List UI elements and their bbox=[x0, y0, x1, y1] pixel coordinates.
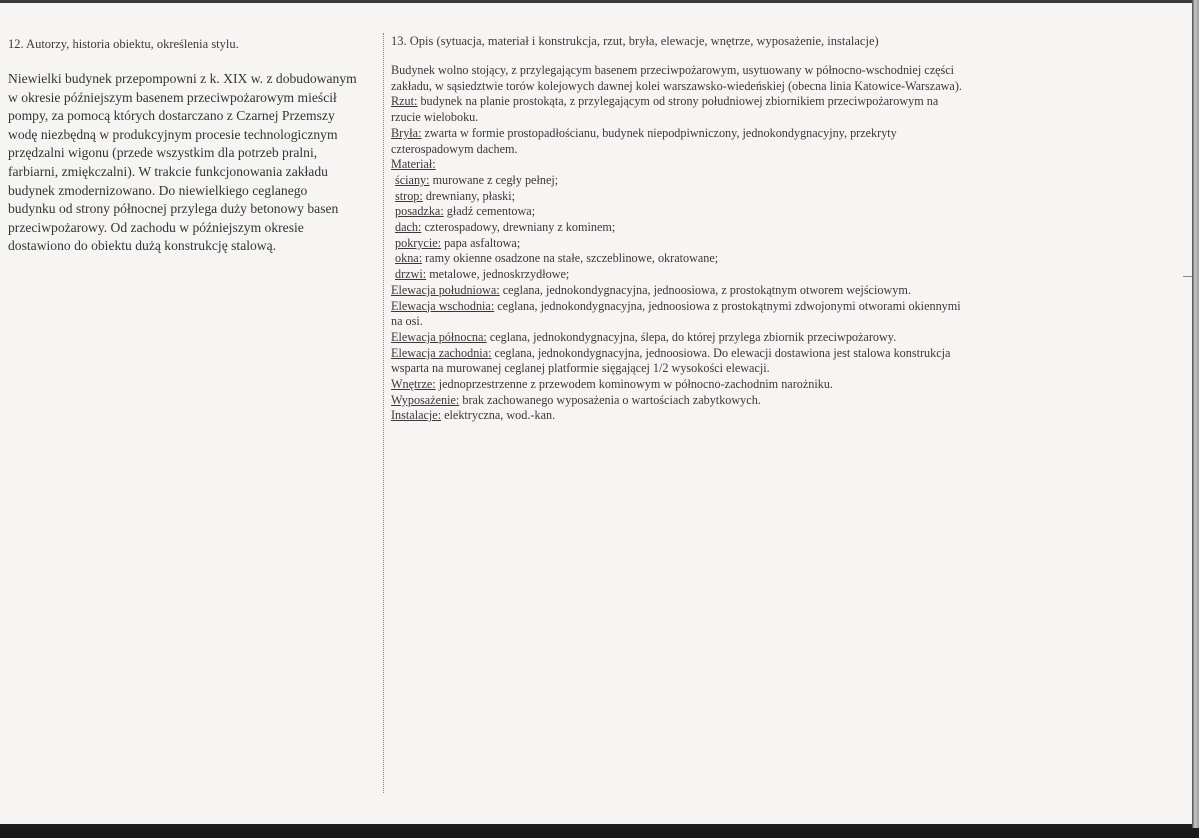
intro-line: Budynek wolno stojący, z przylegającym basenem przeciwpożarowym, usytuowany w północno-wschodniej części bbox=[391, 63, 955, 77]
elewacja-zachodnia-text: ceglana, jednokondygnacyjna, jednoosiowa. Do elewacji dostawiona jest stalowa konstrukcja bbox=[491, 345, 951, 360]
elewacja-wschodnia-paragraph bbox=[391, 299, 1091, 330]
material-item-label: posadzka: bbox=[395, 204, 444, 219]
document-sheet bbox=[0, 3, 1192, 828]
instalacje-text: elektryczna, wod.-kan. bbox=[441, 408, 556, 423]
section-12-body: Niewielki budynek przepompowni z k. XIX w. z dobudowanym w okresie późniejszym basenem przeciwpożarowym mieścił pompy, za pomocą których dostarczano z Czarnej Przemszy wodę niezbędną w produkcyjnym procesie technologicznym przędzalni wigonu (przede wszystkim dla potrzeb pralni, farbiarni, zmiękczalni). W trakcie funkcjonowania zakładu budynek zmodernizowano. Do niewielkiego ceglanego budynku od strony północnej przylega duży betonowy basen przeciwpożarowy. Od zachodu w późniejszym okresie dostawiono do obiektu dużą konstrukcję stalową. bbox=[8, 71, 357, 254]
section-13-heading: 13. Opis (sytuacja, materiał i konstrukcja, rzut, bryła, elewacje, wnętrze, wyposażenie, instalacje) bbox=[391, 34, 879, 48]
material-item-text: drewniany, płaski; bbox=[422, 188, 516, 203]
elewacja-wschodnia-text: ceglana, jednokondygnacyjna, jednoosiowa z prostokątnymi zdwojonymi otworami okiennymi bbox=[494, 298, 961, 313]
elewacja-zachodnia-text: wsparta na murowanej ceglanej platformie sięgającej 1/2 wysokości elewacji. bbox=[391, 361, 770, 376]
material-item-label: strop: bbox=[395, 188, 423, 203]
wnetrze-label: Wnętrze: bbox=[391, 377, 436, 392]
bryla-text: czterospadowym dachem. bbox=[391, 141, 518, 156]
material-item-label: pokrycie: bbox=[395, 235, 442, 250]
material-item-label: dach: bbox=[395, 220, 422, 235]
bryla-label: Bryła: bbox=[391, 125, 422, 140]
material-item bbox=[391, 189, 1091, 205]
elewacja-poludniowa-paragraph bbox=[391, 283, 1091, 299]
section-13-body bbox=[391, 63, 1091, 424]
scan-bottom-edge bbox=[0, 828, 1199, 838]
rzut-paragraph bbox=[391, 94, 1091, 125]
wyposazenie-paragraph bbox=[391, 393, 1091, 409]
bryla-paragraph bbox=[391, 126, 1091, 157]
margin-tick-mark bbox=[1183, 276, 1192, 277]
elewacja-wschodnia-label: Elewacja wschodnia: bbox=[391, 298, 495, 313]
wnetrze-text: jednoprzestrzenne z przewodem kominowym w północno-zachodnim narożniku. bbox=[435, 377, 833, 392]
wyposazenie-label: Wyposażenie: bbox=[391, 392, 460, 407]
material-item bbox=[391, 173, 1091, 189]
rzut-text: rzucie wieloboku. bbox=[391, 110, 479, 125]
material-item-label: drzwi: bbox=[395, 267, 427, 282]
material-item bbox=[391, 267, 1091, 283]
instalacje-label: Instalacje: bbox=[391, 408, 442, 423]
elewacja-polnocna-paragraph bbox=[391, 330, 1091, 346]
section-13 bbox=[391, 33, 1091, 424]
material-item bbox=[391, 220, 1091, 236]
elewacja-zachodnia-label: Elewacja zachodnia: bbox=[391, 345, 492, 360]
material-label: Materiał: bbox=[391, 157, 436, 172]
scan-right-edge bbox=[1192, 0, 1199, 838]
elewacja-poludniowa-label: Elewacja południowa: bbox=[391, 282, 500, 297]
material-item-text: murowane z cegły pełnej; bbox=[429, 172, 559, 187]
material-item-label: okna: bbox=[395, 251, 423, 266]
elewacja-zachodnia-paragraph bbox=[391, 346, 1091, 377]
bryla-text: zwarta w formie prostopadłościanu, budynek niepodpiwniczony, jednokondygnacyjny, przekryty bbox=[421, 125, 897, 140]
material-paragraph bbox=[391, 157, 1091, 283]
elewacja-polnocna-label: Elewacja północna: bbox=[391, 329, 487, 344]
intro-paragraph bbox=[391, 63, 1091, 94]
section-12 bbox=[8, 36, 358, 256]
elewacja-polnocna-text: ceglana, jednokondygnacyjna, ślepa, do której przylega zbiornik przeciwpożarowy. bbox=[486, 329, 897, 344]
section-12-heading: 12. Autorzy, historia obiektu, określenia stylu. bbox=[8, 37, 239, 51]
material-item-text: papa asfaltowa; bbox=[441, 235, 521, 250]
instalacje-paragraph bbox=[391, 408, 1091, 424]
material-item-text: czterospadowy, drewniany z kominem; bbox=[421, 220, 616, 235]
wyposazenie-text: brak zachowanego wyposażenia o wartościach zabytkowych. bbox=[459, 392, 761, 407]
elewacja-wschodnia-text: na osi. bbox=[391, 314, 423, 329]
material-item bbox=[391, 204, 1091, 220]
material-item bbox=[391, 251, 1091, 267]
column-divider bbox=[383, 33, 384, 793]
rzut-text: budynek na planie prostokąta, z przylegającym od strony południowej zbiornikiem przeciwpożarowym na bbox=[417, 94, 939, 109]
rzut-label: Rzut: bbox=[391, 94, 418, 109]
material-item bbox=[391, 236, 1091, 252]
elewacja-poludniowa-text: ceglana, jednokondygnacyjna, jednoosiowa, z prostokątnym otworem wejściowym. bbox=[499, 282, 911, 297]
material-item-text: gładź cementowa; bbox=[443, 204, 536, 219]
wnetrze-paragraph bbox=[391, 377, 1091, 393]
intro-line: zakładu, w sąsiedztwie torów kolejowych dawnej kolei warszawsko-wiedeńskiej (obecna linia Katowice-Warszawa). bbox=[391, 78, 962, 93]
material-item-text: metalowe, jednoskrzydłowe; bbox=[426, 267, 570, 282]
material-item-text: ramy okienne osadzone na stałe, szczeblinowe, okratowane; bbox=[422, 251, 719, 266]
material-item-label: ściany: bbox=[395, 172, 430, 187]
